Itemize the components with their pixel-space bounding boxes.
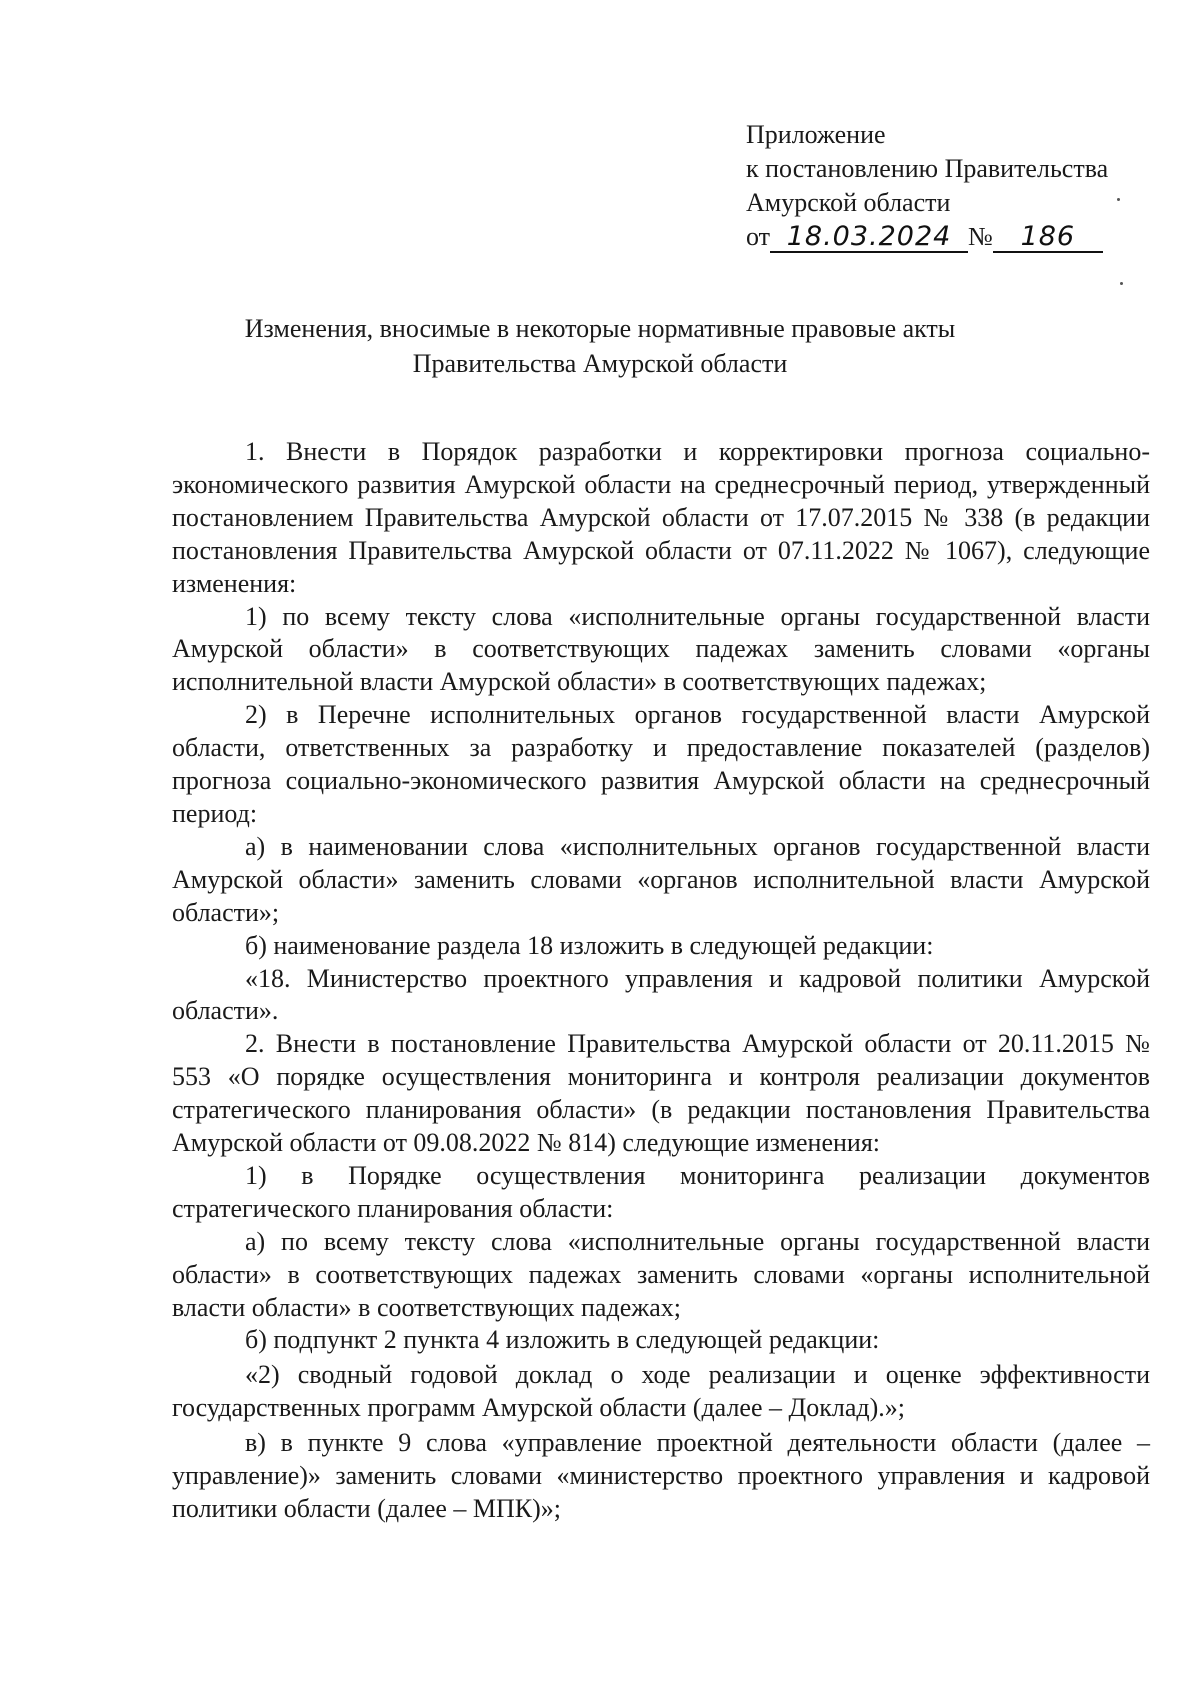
scan-speck: [1117, 198, 1120, 201]
document-body: [172, 436, 1150, 1526]
paragraph: б) наименование раздела 18 изложить в следующей редакции:: [245, 930, 934, 960]
paragraph: «18. Министерство проектного управления и кадровой политики Амурской области».: [172, 963, 1150, 1026]
handwritten-date: 18.03.2024: [770, 223, 968, 253]
paragraph: б) подпункт 2 пункта 4 изложить в следующей редакции:: [245, 1325, 880, 1355]
paragraph: 1) по всему тексту слова «исполнительные органы государственной власти Амурской области» в соответствующих падежах заменить словами «органы исполнительной власти Амурской области» в соответствующих падежах;: [172, 601, 1150, 697]
from-prefix: от: [746, 222, 771, 251]
appendix-region: Амурской области: [746, 188, 951, 217]
number-prefix: №: [968, 222, 993, 251]
paragraph: а) по всему тексту слова «исполнительные органы государственной власти области» в соответствующих падежах заменить словами «органы исполнительной власти области» в соответствующих падежах;: [172, 1226, 1150, 1322]
paragraph: 1. Внести в Порядок разработки и корректировки прогноза социально-экономического развития Амурской области на среднесрочный период, утвержденный постановлением Правительства Амурской области от 17.07.2015 № 338 (в редакции постановления Правительства Амурской области от 07.11.2022 № 1067), следующие изменения:: [172, 437, 1150, 598]
paragraph: 2. Внести в постановление Правительства Амурской области от 20.11.2015 № 553 «О порядке осуществления мониторинга и контроля реализации документов стратегического планирования области» (в редакции постановления Правительства Амурской области от 09.08.2022 № 814) следующие изменения:: [172, 1029, 1150, 1158]
appendix-block: [746, 118, 1166, 254]
paragraph: 2) в Перечне исполнительных органов государственной власти Амурской области, ответственных за разработку и предоставление показателей (разделов) прогноза социально-экономического развития Амурской области на среднесрочный период:: [172, 700, 1150, 828]
paragraph: «2) сводный годовой доклад о ходе реализации и оценке эффективности государственных программ Амурской области (далее – Доклад).»;: [172, 1360, 1150, 1423]
appendix-resolution-ref: к постановлению Правительства: [746, 154, 1109, 183]
handwritten-number: 186: [993, 223, 1103, 253]
document-title: [150, 311, 1050, 381]
scan-speck: [1120, 282, 1123, 285]
appendix-date-number-line: [746, 220, 1166, 254]
appendix-title: Приложение: [746, 120, 886, 149]
paragraph: 1) в Порядке осуществления мониторинга реализации документов стратегического планирования области:: [172, 1160, 1150, 1223]
title-line-2: Правительства Амурской области: [412, 349, 788, 378]
title-line-1: Изменения, вносимые в некоторые нормативные правовые акты: [244, 314, 956, 343]
paragraph: а) в наименовании слова «исполнительных органов государственной власти Амурской области» заменить словами «органов исполнительной власти Амурской области»;: [172, 831, 1150, 927]
paragraph: в) в пункте 9 слова «управление проектной деятельности области (далее – управление)» заменить словами «министерство проектного управления и кадровой политики области (далее – МПК)»;: [172, 1428, 1150, 1523]
